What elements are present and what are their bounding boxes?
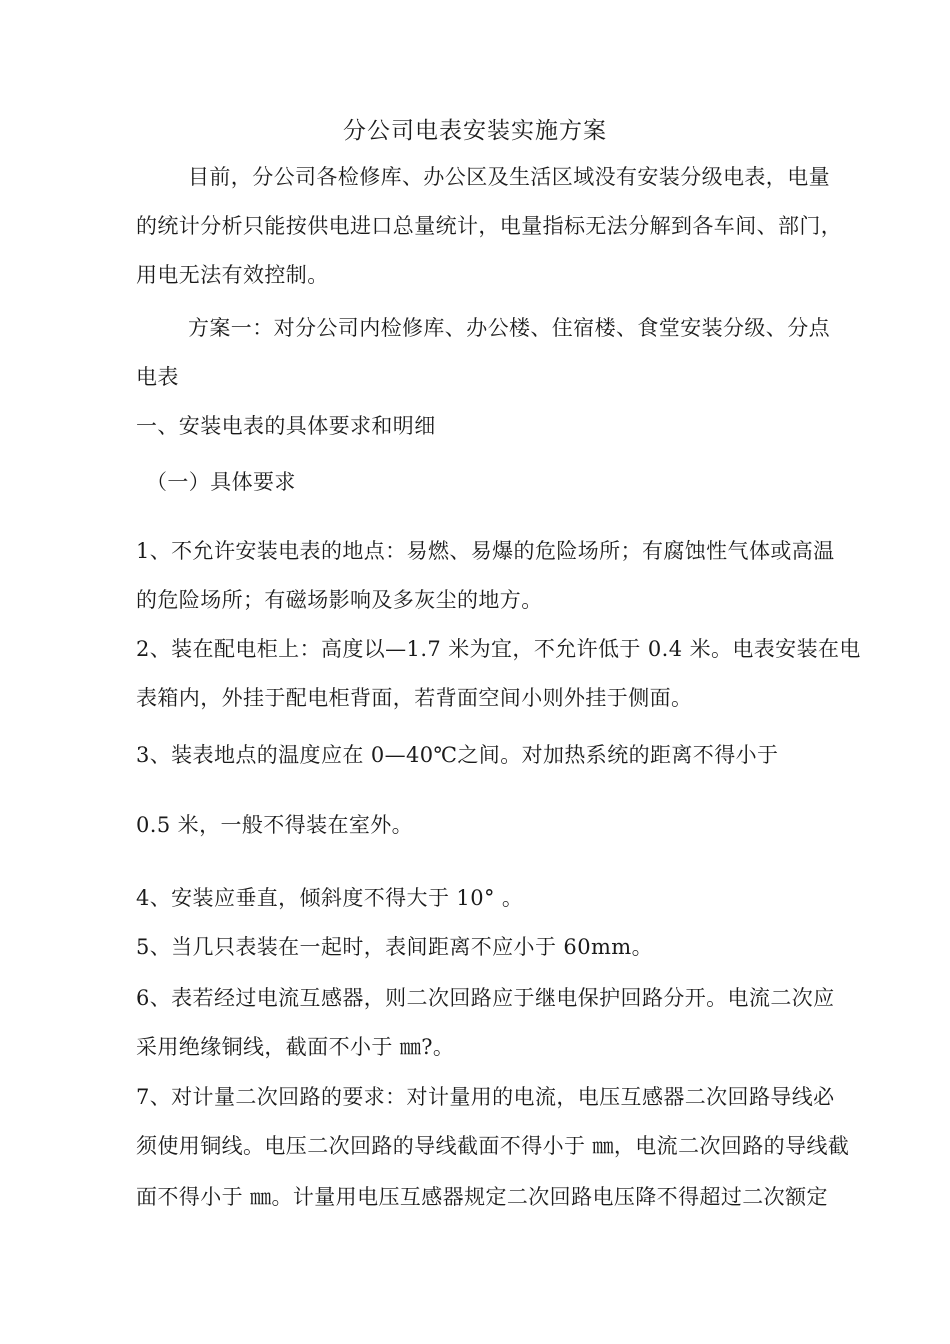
list-item-line: 5、当几只表装在一起时，表间距离不应小于 60mm。 (136, 935, 653, 959)
document-title: 分公司电表安装实施方案 (343, 118, 607, 144)
list-item-line: 须使用铜线。电压二次回路的导线截面不得小于 ㎜，电流二次回路的导线截 (136, 1134, 850, 1158)
section-heading: 一、安装电表的具体要求和明细 (136, 414, 436, 438)
list-item-line: 0.5 米，一般不得装在室外。 (136, 813, 414, 837)
list-item-line: 1、不允许安装电表的地点：易燃、易爆的危险场所；有腐蚀性气体或高温 (136, 539, 835, 563)
paragraph-line: 电表 (136, 365, 179, 389)
list-item-line: 的危险场所；有磁场影响及多灰尘的地方。 (136, 588, 543, 612)
list-item-line: 表箱内，外挂于配电柜背面，若背面空间小则外挂于侧面。 (136, 686, 693, 710)
paragraph-line: 方案一：对分公司内检修库、办公楼、住宿楼、食堂安装分级、分点 (188, 316, 830, 340)
paragraph-line: 目前，分公司各检修库、办公区及生活区域没有安装分级电表，电量 (188, 165, 830, 189)
list-item-line: 面不得小于 ㎜。计量用电压互感器规定二次回路电压降不得超过二次额定 (136, 1185, 828, 1209)
subsection-heading: （一）具体要求 (146, 470, 296, 494)
list-item-line: 采用绝缘铜线，截面不小于 ㎜?。 (136, 1035, 455, 1059)
paragraph-line: 的统计分析只能按供电进口总量统计，电量指标无法分解到各车间、部门， (136, 214, 843, 238)
list-item-line: 7、对计量二次回路的要求：对计量用的电流，电压互感器二次回路导线必 (136, 1085, 835, 1109)
paragraph-line: 用电无法有效控制。 (136, 263, 329, 287)
list-item-line: 4、安装应垂直，倾斜度不得大于 10° 。 (136, 886, 524, 910)
list-item-line: 6、表若经过电流互感器，则二次回路应于继电保护回路分开。电流二次应 (136, 986, 835, 1010)
list-item-line: 2、装在配电柜上：高度以—1.7 米为宜，不允许低于 0.4 米。电表安装在电 (136, 637, 861, 661)
list-item-line: 3、装表地点的温度应在 0—40℃之间。对加热系统的距离不得小于 (136, 743, 779, 767)
